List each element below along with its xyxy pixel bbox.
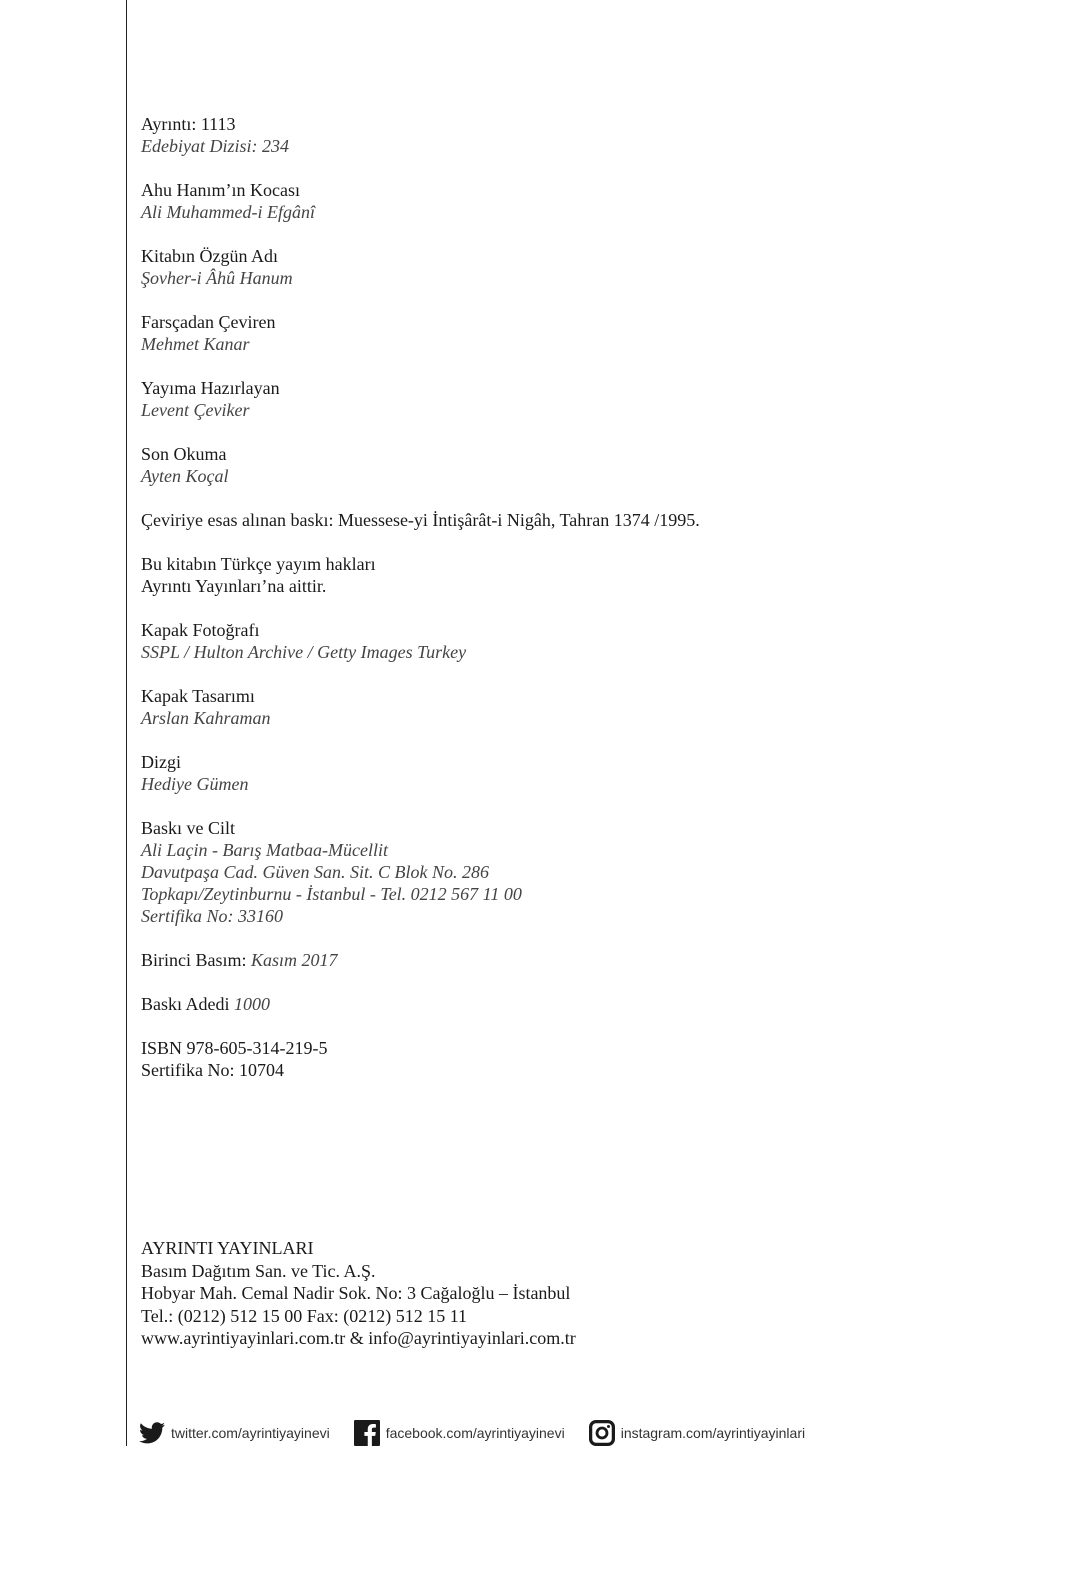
isbn: ISBN 978-605-314-219-5	[141, 1038, 328, 1058]
instagram-link-text: instagram.com/ayrintiyayinlari	[620, 1425, 806, 1441]
series-number: Ayrıntı: 1113	[141, 114, 236, 134]
cover-photo-label: Kapak Fotoğrafı	[141, 620, 260, 640]
editor-label: Yayıma Hazırlayan	[141, 378, 280, 398]
first-edition	[141, 949, 1021, 971]
typesetting-block	[141, 751, 1021, 795]
printing-line: Topkapı/Zeytinburnu - İstanbul - Tel. 0212 567 11 00	[141, 884, 522, 904]
printing-line: Davutpaşa Cad. Güven San. Sit. C Blok No. 286	[141, 862, 489, 882]
source-edition-block	[141, 509, 1021, 531]
translator-block	[141, 311, 1021, 355]
first-edition-value: Kasım 2017	[251, 950, 338, 970]
book-author: Ali Muhammed-i Efgânî	[141, 202, 315, 222]
proofreading-value: Ayten Koçal	[141, 466, 229, 486]
translator-value: Mehmet Kanar	[141, 334, 250, 354]
printing-block	[141, 817, 1021, 927]
first-edition-label: Birinci Basım:	[141, 950, 247, 970]
series-block	[141, 113, 1021, 157]
facebook-link[interactable]	[354, 1420, 565, 1446]
colophon	[141, 113, 1021, 1103]
original-title-block	[141, 245, 1021, 289]
proofreading-label: Son Okuma	[141, 444, 227, 464]
print-run	[141, 993, 1021, 1015]
original-title-label: Kitabın Özgün Adı	[141, 246, 278, 266]
book-block	[141, 179, 1021, 223]
typesetting-value: Hediye Gümen	[141, 774, 249, 794]
book-title: Ahu Hanım’ın Kocası	[141, 180, 300, 200]
printing-label: Baskı ve Cilt	[141, 818, 235, 838]
margin-rule	[126, 0, 127, 1446]
instagram-icon	[589, 1420, 615, 1446]
twitter-icon	[139, 1422, 165, 1444]
typesetting-label: Dizgi	[141, 752, 181, 772]
cover-design-label: Kapak Tasarımı	[141, 686, 255, 706]
publisher-info	[141, 1237, 576, 1350]
facebook-icon	[354, 1420, 380, 1446]
publisher-company: Basım Dağıtım San. ve Tic. A.Ş.	[141, 1260, 376, 1281]
publisher-web: www.ayrintiyayinlari.com.tr & info@ayrintiyayinlari.com.tr	[141, 1328, 576, 1348]
cover-design-value: Arslan Kahraman	[141, 708, 271, 728]
social-links	[139, 1418, 829, 1448]
rights-line-1: Bu kitabın Türkçe yayım hakları	[141, 554, 376, 574]
original-title-value: Şovher-i Âhû Hanum	[141, 268, 293, 288]
print-run-block	[141, 993, 1021, 1015]
translator-label: Farsçadan Çeviren	[141, 312, 276, 332]
cover-design-block	[141, 685, 1021, 729]
instagram-link[interactable]	[589, 1420, 805, 1446]
twitter-link-text: twitter.com/ayrintiyayinevi	[171, 1425, 330, 1441]
printing-line: Sertifika No: 33160	[141, 906, 283, 926]
printing-line: Ali Laçin - Barış Matbaa-Mücellit	[141, 840, 388, 860]
rights-line-2: Ayrıntı Yayınları’na aittir.	[141, 576, 327, 596]
twitter-link[interactable]	[139, 1422, 330, 1444]
isbn-block	[141, 1037, 1021, 1081]
print-run-label: Baskı Adedi	[141, 994, 230, 1014]
facebook-link-text: facebook.com/ayrintiyayinevi	[385, 1425, 565, 1441]
publisher-name: AYRINTI YAYINLARI	[141, 1238, 314, 1258]
publisher-phone: Tel.: (0212) 512 15 00 Fax: (0212) 512 15 11	[141, 1305, 468, 1326]
first-edition-block	[141, 949, 1021, 971]
rights-block	[141, 553, 1021, 597]
certificate: Sertifika No: 10704	[141, 1060, 284, 1080]
editor-value: Levent Çeviker	[141, 400, 250, 420]
publisher-address: Hobyar Mah. Cemal Nadir Sok. No: 3 Cağaloğlu – İstanbul	[141, 1283, 571, 1303]
print-run-value: 1000	[234, 994, 270, 1014]
series-sub: Edebiyat Dizisi: 234	[141, 136, 289, 156]
cover-photo-block	[141, 619, 1021, 663]
proofreading-block	[141, 443, 1021, 487]
source-edition: Çeviriye esas alınan baskı: Muessese-yi İntişârât-i Nigâh, Tahran 1374 /1995.	[141, 510, 700, 530]
cover-photo-value: SSPL / Hulton Archive / Getty Images Turkey	[141, 642, 467, 662]
editor-block	[141, 377, 1021, 421]
